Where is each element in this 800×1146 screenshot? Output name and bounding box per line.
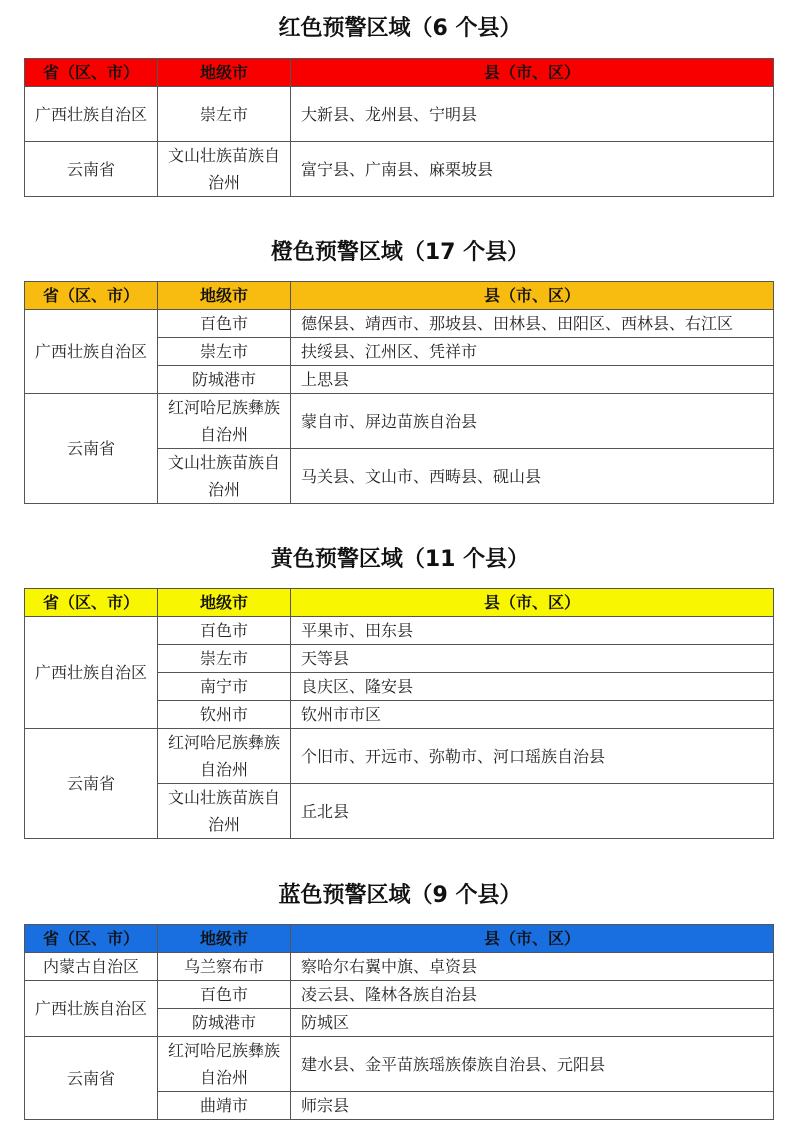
table-row (25, 87, 774, 142)
county-cell: 富宁县、广南县、麻栗坡县 (291, 142, 774, 197)
county-cell: 防城区 (291, 1009, 774, 1037)
header-county: 县（市、区） (291, 59, 774, 87)
header-county: 县（市、区） (291, 589, 774, 617)
header-city: 地级市 (158, 59, 291, 87)
county-cell: 蒙自市、屏边苗族自治县 (291, 394, 774, 449)
county-cell: 天等县 (291, 645, 774, 673)
city-cell: 文山壮族苗族自治州 (158, 142, 291, 197)
table-header-row (25, 925, 774, 953)
yellow-warning-section (0, 543, 800, 577)
orange-warning-section (0, 236, 800, 270)
city-cell: 百色市 (158, 310, 291, 338)
table-header-row (25, 589, 774, 617)
county-cell: 钦州市市区 (291, 701, 774, 729)
red-warning-table (24, 58, 774, 197)
province-cell: 广西壮族自治区 (25, 981, 158, 1037)
table-row (25, 142, 774, 197)
city-cell: 崇左市 (158, 338, 291, 366)
table-header-row (25, 282, 774, 310)
orange-warning-table (24, 281, 774, 504)
county-cell: 个旧市、开远市、弥勒市、河口瑶族自治县 (291, 729, 774, 784)
red-warning-title: 红色预警区域（6 个县） (278, 16, 522, 41)
blue-warning-section (0, 879, 800, 913)
county-cell: 扶绥县、江州区、凭祥市 (291, 338, 774, 366)
table-row (25, 953, 774, 981)
table-row (25, 981, 774, 1009)
county-cell: 丘北县 (291, 784, 774, 839)
header-province: 省（区、市） (25, 925, 158, 953)
header-province: 省（区、市） (25, 59, 158, 87)
blue-warning-table (24, 924, 774, 1120)
county-cell: 建水县、金平苗族瑶族傣族自治县、元阳县 (291, 1037, 774, 1092)
city-cell: 崇左市 (158, 645, 291, 673)
blue-warning-title: 蓝色预警区域（9 个县） (278, 883, 522, 908)
county-cell: 平果市、田东县 (291, 617, 774, 645)
city-cell: 红河哈尼族彝族自治州 (158, 729, 291, 784)
city-cell: 乌兰察布市 (158, 953, 291, 981)
table-row (25, 617, 774, 645)
province-cell: 内蒙古自治区 (25, 953, 158, 981)
city-cell: 百色市 (158, 617, 291, 645)
table-row (25, 729, 774, 784)
county-cell: 凌云县、隆林各族自治县 (291, 981, 774, 1009)
header-county: 县（市、区） (291, 925, 774, 953)
city-cell: 文山壮族苗族自治州 (158, 449, 291, 504)
city-cell: 红河哈尼族彝族自治州 (158, 1037, 291, 1092)
orange-warning-title: 橙色预警区域（17 个县） (270, 240, 530, 265)
county-cell: 马关县、文山市、西畴县、砚山县 (291, 449, 774, 504)
city-cell: 百色市 (158, 981, 291, 1009)
city-cell: 文山壮族苗族自治州 (158, 784, 291, 839)
province-cell: 广西壮族自治区 (25, 87, 158, 142)
yellow-warning-title: 黄色预警区域（11 个县） (270, 547, 530, 572)
header-province: 省（区、市） (25, 282, 158, 310)
table-header-row (25, 59, 774, 87)
province-cell: 云南省 (25, 394, 158, 504)
city-cell: 红河哈尼族彝族自治州 (158, 394, 291, 449)
yellow-warning-table (24, 588, 774, 839)
province-cell: 云南省 (25, 729, 158, 839)
table-row (25, 394, 774, 449)
table-row (25, 1037, 774, 1092)
city-cell: 曲靖市 (158, 1092, 291, 1120)
county-cell: 良庆区、隆安县 (291, 673, 774, 701)
county-cell: 大新县、龙州县、宁明县 (291, 87, 774, 142)
city-cell: 崇左市 (158, 87, 291, 142)
county-cell: 上思县 (291, 366, 774, 394)
province-cell: 广西壮族自治区 (25, 310, 158, 394)
province-cell: 云南省 (25, 142, 158, 197)
city-cell: 防城港市 (158, 366, 291, 394)
header-county: 县（市、区） (291, 282, 774, 310)
county-cell: 德保县、靖西市、那坡县、田林县、田阳区、西林县、右江区 (291, 310, 774, 338)
city-cell: 防城港市 (158, 1009, 291, 1037)
city-cell: 钦州市 (158, 701, 291, 729)
red-warning-section (0, 12, 800, 46)
county-cell: 察哈尔右翼中旗、卓资县 (291, 953, 774, 981)
table-row (25, 310, 774, 338)
province-cell: 广西壮族自治区 (25, 617, 158, 729)
header-province: 省（区、市） (25, 589, 158, 617)
county-cell: 师宗县 (291, 1092, 774, 1120)
header-city: 地级市 (158, 282, 291, 310)
city-cell: 南宁市 (158, 673, 291, 701)
header-city: 地级市 (158, 589, 291, 617)
header-city: 地级市 (158, 925, 291, 953)
province-cell: 云南省 (25, 1037, 158, 1120)
